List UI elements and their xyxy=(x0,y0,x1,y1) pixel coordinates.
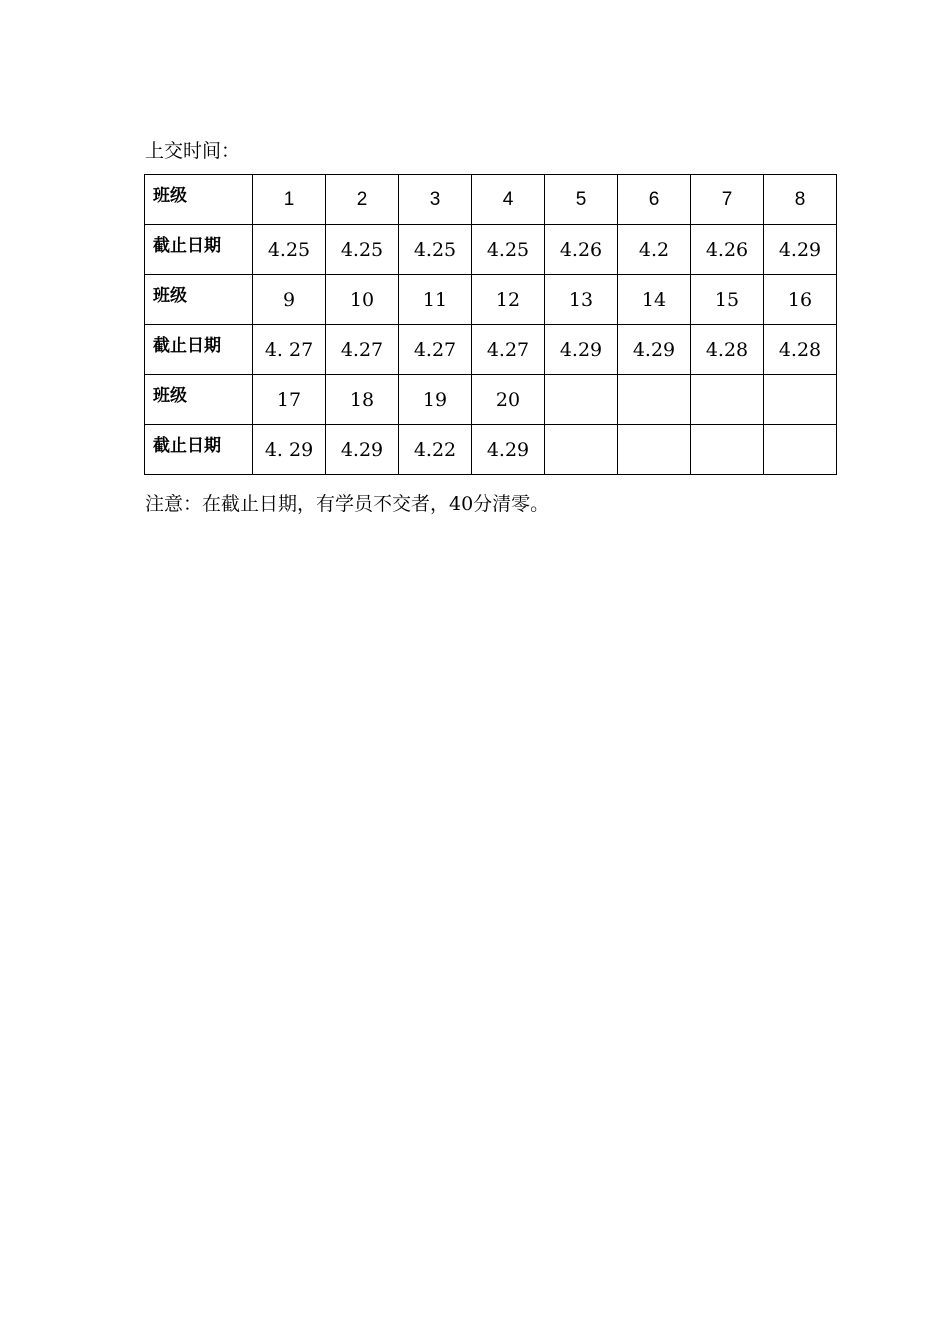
table-cell xyxy=(618,375,691,425)
table-cell: 1 xyxy=(253,175,326,225)
table-cell xyxy=(618,425,691,475)
table-cell: 4.27 xyxy=(399,325,472,375)
row-label-deadline: 截止日期 xyxy=(145,225,253,275)
table-cell: 17 xyxy=(253,375,326,425)
table-cell xyxy=(691,375,764,425)
table-row xyxy=(145,425,837,475)
table-cell: 16 xyxy=(764,275,837,325)
table-cell xyxy=(691,425,764,475)
table-cell: 12 xyxy=(472,275,545,325)
table-row xyxy=(145,275,837,325)
table-cell: 4.26 xyxy=(691,225,764,275)
table-cell: 4.25 xyxy=(472,225,545,275)
table-cell: 3 xyxy=(399,175,472,225)
deadline-table xyxy=(144,174,837,475)
table-cell: 5 xyxy=(545,175,618,225)
row-label-deadline: 截止日期 xyxy=(145,425,253,475)
table-cell: 20 xyxy=(472,375,545,425)
table-cell: 7 xyxy=(691,175,764,225)
table-row xyxy=(145,375,837,425)
table-cell: 4. 27 xyxy=(253,325,326,375)
table-cell: 8 xyxy=(764,175,837,225)
table-cell: 6 xyxy=(618,175,691,225)
table-cell: 2 xyxy=(326,175,399,225)
row-label-deadline: 截止日期 xyxy=(145,325,253,375)
row-label-class: 班级 xyxy=(145,275,253,325)
row-label-class: 班级 xyxy=(145,175,253,225)
table-cell: 9 xyxy=(253,275,326,325)
table-cell: 4.27 xyxy=(472,325,545,375)
table-cell: 4.25 xyxy=(326,225,399,275)
row-label-class: 班级 xyxy=(145,375,253,425)
table-row xyxy=(145,225,837,275)
section-heading: 上交时间： xyxy=(145,140,241,162)
table-cell: 18 xyxy=(326,375,399,425)
table-cell: 4. 29 xyxy=(253,425,326,475)
table-cell: 15 xyxy=(691,275,764,325)
table-cell: 4.29 xyxy=(472,425,545,475)
table-cell: 4.29 xyxy=(618,325,691,375)
table-row xyxy=(145,175,837,225)
table-cell: 4.28 xyxy=(764,325,837,375)
table-cell: 4.28 xyxy=(691,325,764,375)
table-cell: 4.22 xyxy=(399,425,472,475)
table-cell xyxy=(764,375,837,425)
table-cell: 4.27 xyxy=(326,325,399,375)
table-cell xyxy=(764,425,837,475)
table-cell xyxy=(545,425,618,475)
table-row xyxy=(145,325,837,375)
table-cell: 4.25 xyxy=(253,225,326,275)
table-cell: 4.29 xyxy=(764,225,837,275)
table-cell: 4.29 xyxy=(545,325,618,375)
table-cell: 4.25 xyxy=(399,225,472,275)
table-cell: 4.2 xyxy=(618,225,691,275)
table-cell: 11 xyxy=(399,275,472,325)
note-text: 注意：在截止日期，有学员不交者，40分清零。 xyxy=(145,493,550,515)
table-cell: 10 xyxy=(326,275,399,325)
table-cell: 4 xyxy=(472,175,545,225)
table-cell xyxy=(545,375,618,425)
table-cell: 4.29 xyxy=(326,425,399,475)
table-cell: 13 xyxy=(545,275,618,325)
table-cell: 14 xyxy=(618,275,691,325)
table-cell: 4.26 xyxy=(545,225,618,275)
table-cell: 19 xyxy=(399,375,472,425)
